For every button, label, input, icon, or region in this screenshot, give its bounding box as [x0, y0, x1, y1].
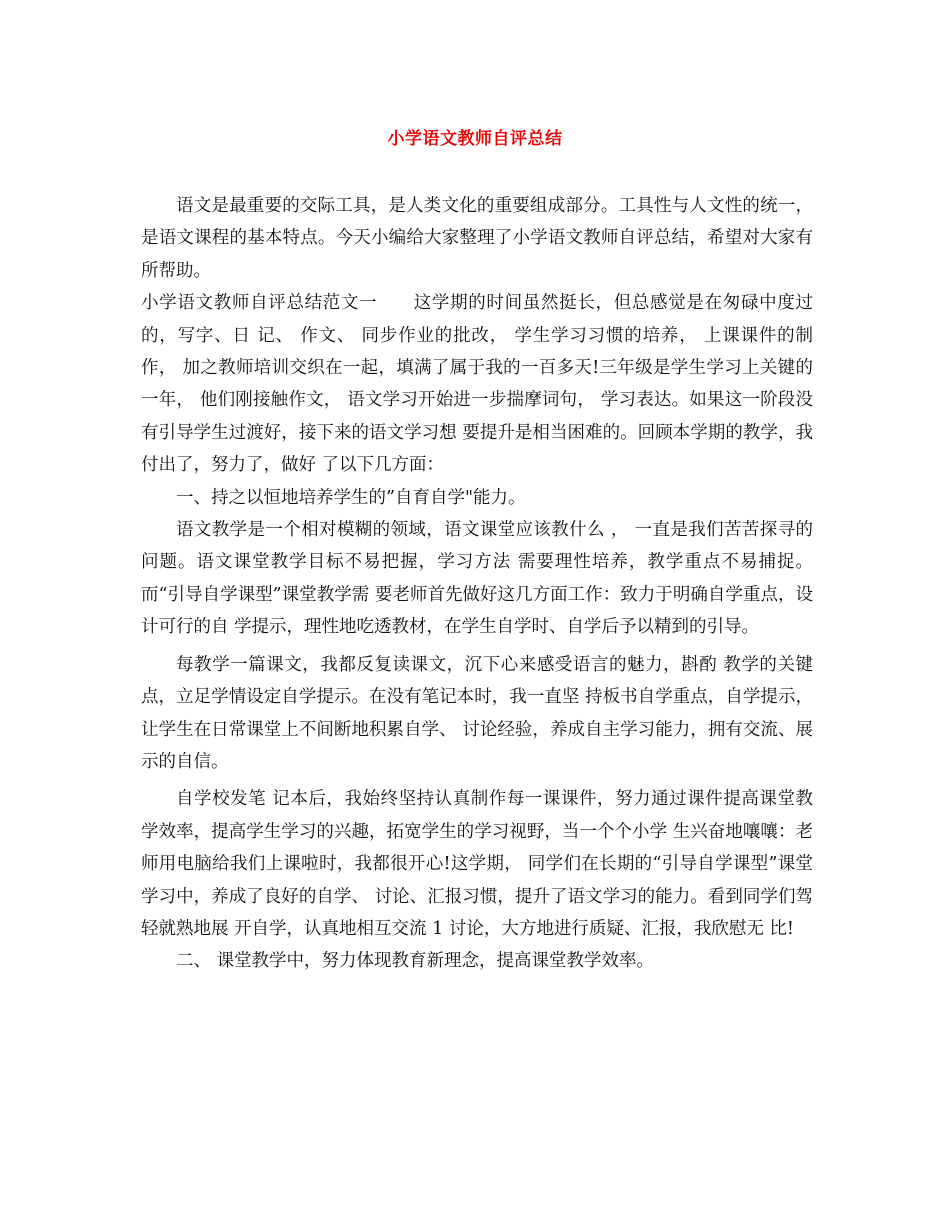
paragraph-section-one-c: 自学校发笔 记本后，我始终坚持认真制作每一课课件，努力通过课件提高课堂教 学效率，提高学生学习的兴趣，拓宽学生的学习视野，当一个个小学 生兴奋地嚷嚷：老师用电脑给我们上课啦时，我都很开心!这学期， 同学们在长期的“引导自学课型”课堂学习中，养成了良好的自学、 讨论、汇报习惯，提升了语文学习的能力。看到同学们驾轻就熟地展 开自学，认真地相互交流 1 讨论，大方地进行质疑、汇报，我欣慰无 比!: [141, 789, 813, 939]
paragraph-sample-one: 小学语文教师自评总结范文一 这学期的时间虽然挺长，但总感觉是在匆碌中度过的，写字、日 记、 作文、 同步作业的批改， 学生学习习惯的培养， 上课课件的制作， 加之教师培训交织在一起，填满了属于我的一百多天!三年级是学生学习上关键的一年， 他们刚接触作文， 语文学习开始进一步揣摩词句， 学习表达。如果这一阶段没有引导学生过渡好，接下来的语文学习想 要提升是相当困难的。回顾本学期的教学，我付出了，努力了，做好 了以下几方面：: [141, 293, 813, 476]
paragraph-section-one-a: 语文教学是一个相对模糊的领域，语文课堂应该教什么 ， 一直是我们苦苦探寻的问题。语文课堂教学目标不易把握，学习方法 需要理性培养，教学重点不易捕捉。而“引导自学课型”课堂教学需 要老师首先做好这几方面工作：致力于明确自学重点，设计可行的自 学提示，理性地吃透教材，在学生自学时、自学后予以精到的引导。: [141, 520, 813, 638]
section-heading-one: 一、持之以恒地培养学生的”自育自学"能力。: [176, 487, 526, 508]
paragraph-intro: 语文是最重要的交际工具，是人类文化的重要组成部分。工具性与人文性的统一，是语文课程的基本特点。今天小编给大家整理了小学语文教师自评总结，希望对大家有所帮助。: [141, 196, 813, 281]
section-heading-two: 二、 课堂教学中，努力体现教育新理念，提高课堂教学效率。: [176, 951, 655, 972]
document-body: [141, 190, 813, 978]
document-title: 小学语文教师自评总结: [387, 129, 563, 149]
paragraph-section-one-b: 每教学一篇课文，我都反复读课文，沉下心来感受语言的魅力，斟酌 教学的关键点，立足学情设定自学提示。在没有笔记本时，我一直坚 持板书自学重点，自学提示， 让学生在日常课堂上不间断地积累自学、 讨论经验，养成自主学习能力，拥有交流、展示的自信。: [141, 654, 813, 772]
